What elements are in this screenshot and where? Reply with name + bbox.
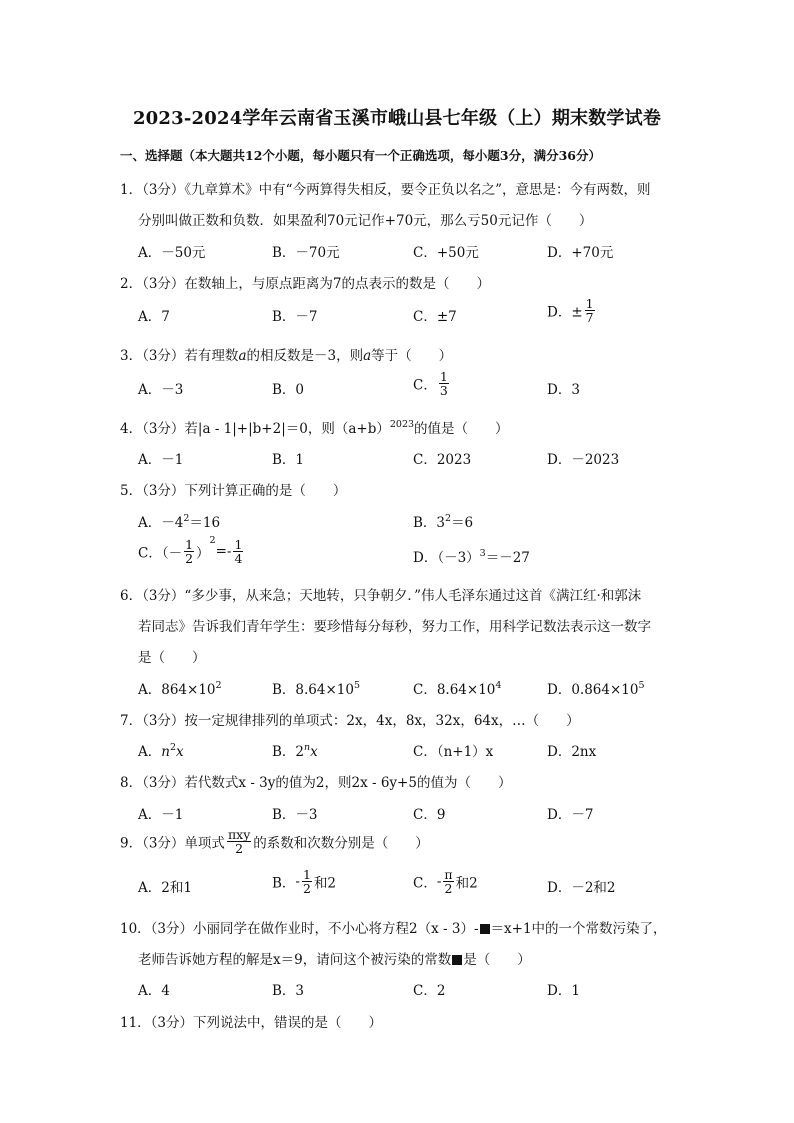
q9-option-b: B．- $\frac{1}{2}$ 和2 xyxy=(272,867,337,897)
q4-option-a: A．－1 xyxy=(138,452,184,468)
fraction-denominator: 2 xyxy=(444,881,453,897)
q3-option-b: B．0 xyxy=(272,382,305,398)
question-2-line-1: 2．（3分）在数轴上，与原点距离为7的点表示的数是（ ） xyxy=(120,276,491,292)
q3-var-a: a xyxy=(238,348,247,364)
q7-b-x: x xyxy=(310,744,318,760)
q9-b-post: 和2 xyxy=(313,875,337,892)
q8-option-a: A．－1 xyxy=(138,807,184,823)
q5-d-exponent: 3 xyxy=(479,548,486,559)
q2-option-b: B．－7 xyxy=(272,309,318,325)
q3-option-a: A．－3 xyxy=(138,382,184,398)
q7-option-a xyxy=(138,740,184,760)
section-heading: 一、选择题（本大题共12个小题，每小题只有一个正确选项，每小题3分，满分36分） xyxy=(120,148,601,163)
q6-d-exponent: 5 xyxy=(638,680,645,691)
q5-option-d xyxy=(413,546,530,566)
q9-b-label: B． xyxy=(272,875,296,892)
q7-option-b xyxy=(272,740,318,760)
q3-option-c xyxy=(413,370,451,397)
q7-option-c: C．（n+1）x xyxy=(413,744,494,760)
q6-option-b xyxy=(272,678,360,698)
q5-c-pre: C．（－ xyxy=(138,545,183,562)
question-7-line-1: 7．（3分）按一定规律排列的单项式：2x，4x，8x，32x，64x，…（ ） xyxy=(120,713,580,729)
q7-a-exponent: 2 xyxy=(169,742,176,753)
q6-a-base: A．864×10 xyxy=(138,682,216,698)
q5-c-equals: =- xyxy=(215,543,232,560)
q10-line2-pre: 老师告诉她方程的解是x＝9，请问这个被污染的常数 xyxy=(138,952,452,968)
q9-option-a: A．2和1 xyxy=(138,880,192,896)
q7-a-x: x xyxy=(176,744,184,760)
q5-c-fraction xyxy=(184,538,194,565)
q5-b-result: ＝6 xyxy=(451,515,474,531)
q10-text-post: ＝x+1中的一个常数污染了， xyxy=(490,921,667,937)
q4-option-c: C．2023 xyxy=(413,452,472,468)
page-title: 2023-2024学年云南省玉溪市峨山县七年级（上）期末数学试卷 xyxy=(132,108,662,129)
q9-text-post: 的系数和次数分别是（ ） xyxy=(253,835,429,852)
q5-option-a xyxy=(138,511,220,531)
q1-option-c: C．+50元 xyxy=(413,245,479,261)
q7-b-exponent: n xyxy=(304,742,311,753)
question-11-line-1: 11．（3分）下列说法中，错误的是（ ） xyxy=(120,1015,383,1031)
q6-option-c xyxy=(413,678,501,698)
q2-option-a: A．7 xyxy=(138,309,170,325)
q6-option-d xyxy=(547,678,645,698)
q6-option-a xyxy=(138,678,222,698)
question-3-line-1 xyxy=(120,344,452,364)
question-8-line-1: 8．（3分）若代数式x - 3y的值为2，则2x - 6y+5的值为（ ） xyxy=(120,775,512,791)
fraction-denominator: 7 xyxy=(585,310,594,326)
q1-option-b: B．－70元 xyxy=(272,245,340,261)
q5-b-exponent: 2 xyxy=(445,513,452,524)
q9-c-post: 和2 xyxy=(455,875,478,892)
q5-a-result: ＝16 xyxy=(189,515,221,531)
q5-c-close: ） xyxy=(196,545,210,562)
q5-d-result: ＝－27 xyxy=(485,550,530,566)
q4-text-pre: 4．（3分）若|a - 1|+|b+2|＝0，则（a+b） xyxy=(120,421,390,437)
q10-option-a: A．4 xyxy=(138,983,170,999)
q5-a-exponent: 2 xyxy=(183,513,190,524)
q7-b-base: B．2 xyxy=(272,744,305,760)
fraction-numerator: 1 xyxy=(302,867,311,882)
q5-d-base: D．（－3） xyxy=(413,550,480,566)
fraction-denominator: 2 xyxy=(302,881,311,897)
q9-c-label: C． xyxy=(413,875,437,892)
q10-line2-post: 是（ ） xyxy=(463,952,531,968)
q4-exponent: 2023 xyxy=(389,419,415,430)
q3-option-d: D．3 xyxy=(547,382,580,398)
q10-option-d: D．1 xyxy=(547,983,580,999)
q2-option-c: C．±7 xyxy=(413,309,457,325)
q3-var-a-2: a xyxy=(363,348,372,364)
question-6-line-3: 是（ ） xyxy=(138,650,206,666)
q5-a-base: A．－4 xyxy=(138,515,184,531)
q7-option-d: D．2nx xyxy=(547,744,597,760)
q9-option-c: C．- $\frac{\pi}{2}$ 和2 xyxy=(413,867,478,897)
q8-option-b: B．－3 xyxy=(272,807,318,823)
q2-option-d-fraction xyxy=(585,297,595,324)
q3-option-c-label: C． xyxy=(413,377,437,394)
ink-blot-icon xyxy=(480,924,490,934)
fraction-numerator: πxy xyxy=(227,827,251,842)
q5-b-base: B．3 xyxy=(413,515,446,531)
question-6-line-1: 6．（3分）“多少事，从来急；天地转，只争朝夕．”伟人毛泽东通过这首《满江红·和郭沫 xyxy=(120,588,642,604)
q10-option-c: C．2 xyxy=(413,983,446,999)
fraction-numerator: π xyxy=(444,867,453,882)
fraction-denominator: 4 xyxy=(234,551,243,567)
q3-option-c-fraction xyxy=(439,370,449,397)
question-1-line-1: 1．（3分）《九章算术》中有“今两算得失相反，要令正负以名之”，意思是：今有两数，则 xyxy=(120,182,651,198)
fraction-denominator: 3 xyxy=(439,383,448,399)
fraction-numerator: 1 xyxy=(234,537,243,552)
q6-c-base: C．8.64×10 xyxy=(413,682,496,698)
q10-text-pre: 10．（3分）小丽同学在做作业时，不小心将方程2（x - 3）- xyxy=(120,921,479,937)
question-1-line-2: 分别叫做正数和负数．如果盈利70元记作+70元，那么亏50元记作（ ） xyxy=(138,213,593,229)
fraction-denominator: 2 xyxy=(235,841,244,857)
fraction-numerator: 1 xyxy=(185,537,194,552)
question-9-line-1 xyxy=(120,828,429,855)
q7-a-label: A． xyxy=(138,744,162,760)
fraction-numerator: 1 xyxy=(585,296,594,311)
question-10-line-2 xyxy=(138,948,531,968)
q9-text-pre: 9．（3分）单项式 xyxy=(120,835,225,852)
q5-option-c xyxy=(138,535,245,567)
q3-text-mid: 的相反数是－3，则 xyxy=(246,348,364,364)
question-10-line-1 xyxy=(120,917,667,937)
fraction-numerator: 1 xyxy=(439,369,448,384)
q3-text-pre: 3．（3分）若有理数 xyxy=(120,348,239,364)
q9-fraction xyxy=(227,828,251,855)
fraction-denominator: 2 xyxy=(185,551,194,567)
q8-option-d: D．－7 xyxy=(547,807,594,823)
q1-option-a: A．－50元 xyxy=(138,245,206,261)
q10-option-b: B．3 xyxy=(272,983,305,999)
q9-c-fraction xyxy=(443,868,453,895)
question-6-line-2: 若同志》告诉我们青年学生：要珍惜每分每秒，努力工作，用科学记数法表示这一数字 xyxy=(138,619,651,635)
question-5-line-1: 5．（3分）下列计算正确的是（ ） xyxy=(120,483,347,499)
q6-b-exponent: 5 xyxy=(353,680,361,691)
q4-text-post: 的值是（ ） xyxy=(414,421,509,437)
q9-b-fraction xyxy=(302,868,312,895)
q6-b-base: B．8.64×10 xyxy=(272,682,354,698)
q3-text-post: 等于（ ） xyxy=(371,348,453,364)
q5-c-exponent: 2 xyxy=(209,535,216,547)
question-4-line-1 xyxy=(120,417,509,437)
q4-option-b: B．1 xyxy=(272,452,305,468)
q1-option-d: D．+70元 xyxy=(547,245,614,261)
ink-blot-icon xyxy=(452,955,462,965)
q2-option-d-label: D．± xyxy=(547,304,583,321)
q6-c-exponent: 4 xyxy=(495,680,502,691)
q6-a-exponent: 2 xyxy=(215,680,222,691)
q4-option-d: D．－2023 xyxy=(547,452,620,468)
q5-option-b xyxy=(413,511,473,531)
q6-d-base: D．0.864×10 xyxy=(547,682,639,698)
q8-option-c: C．9 xyxy=(413,807,446,823)
q5-c-fraction-2 xyxy=(233,538,243,565)
q7-a-n: n xyxy=(161,744,170,760)
q2-option-d xyxy=(547,297,597,324)
q9-option-d: D．－2和2 xyxy=(547,880,616,896)
